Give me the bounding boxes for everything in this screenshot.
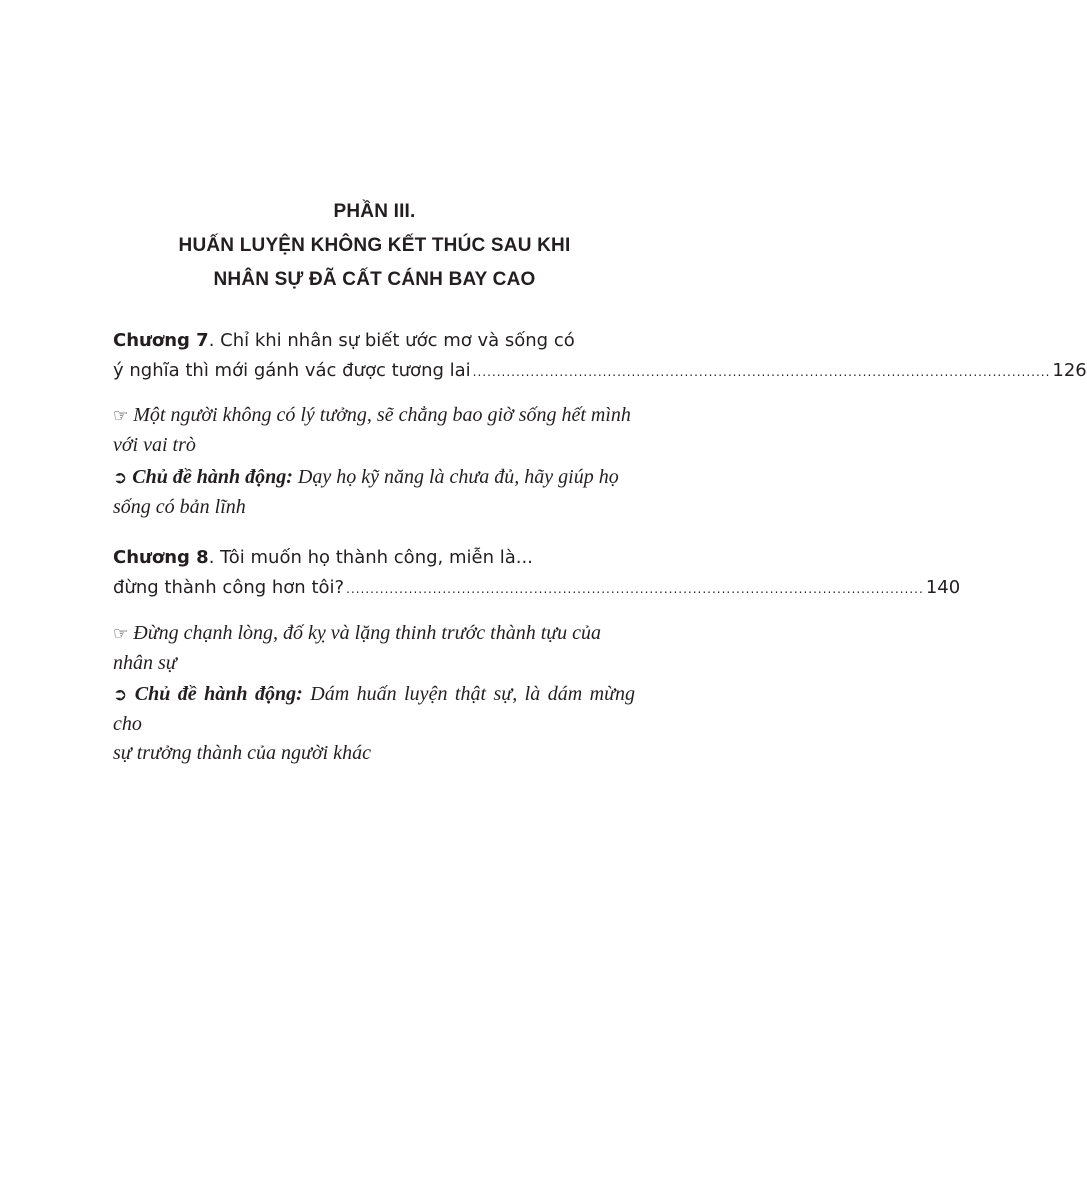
action-text-line-1: Dạy họ kỹ năng là chưa đủ, hãy giúp họ <box>297 466 619 488</box>
chapter-title-line-2 <box>113 356 1087 387</box>
chapter-8-action-topic <box>113 680 635 768</box>
chapter-7-action-topic <box>113 463 635 522</box>
toc-chapter-7 <box>113 326 1087 387</box>
part-number: PHẦN III. <box>333 201 416 222</box>
action-text-line-2: sống có bản lĩnh <box>113 496 246 518</box>
action-text-line-2: sự trưởng thành của người khác <box>113 742 371 764</box>
leader-dots: ........................................................................................................................ <box>472 365 1051 379</box>
quote-text-line-2: với vai trò <box>113 434 196 456</box>
chapter-8-quote <box>113 619 635 678</box>
arrow-right-icon: ➲ <box>113 468 128 488</box>
quote-text-line-1: Đừng chạnh lòng, đố kỵ và lặng thinh trước thành tựu của <box>133 622 602 644</box>
chapter-title-line-2 <box>113 573 961 604</box>
part-heading <box>0 195 749 297</box>
chapter-7-quote <box>113 401 635 460</box>
chapter-title-continued: đừng thành công hơn tôi? <box>113 577 345 598</box>
chapter-title: . Chỉ khi nhân sự biết ước mơ và sống có <box>208 330 575 351</box>
part-title-line-1: HUẤN LUYỆN KHÔNG KẾT THÚC SAU KHI <box>178 235 571 256</box>
chapter-label: Chương 7 <box>113 330 209 351</box>
arrow-right-icon: ➲ <box>113 685 128 705</box>
leader-dots: ........................................................................................................................ <box>346 582 924 596</box>
page-number: 126 <box>1052 360 1087 381</box>
quote-text-line-1: Một người không có lý tưởng, sẽ chẳng bao giờ sống hết mình <box>133 404 631 426</box>
action-text-line-1: Dám huấn luyện thật sự, là dám mừng cho <box>113 683 635 735</box>
pointing-hand-icon: ☞ <box>113 406 129 426</box>
quote-text-line-2: nhân sự <box>113 652 177 674</box>
chapter-title-line-1 <box>113 326 635 356</box>
chapter-title-continued: ý nghĩa thì mới gánh vác được tương lai <box>113 360 471 381</box>
chapter-title: . Tôi muốn họ thành công, miễn là... <box>208 547 533 568</box>
part-title-line-2: NHÂN SỰ ĐÃ CẤT CÁNH BAY CAO <box>213 269 536 290</box>
page-number: 140 <box>925 577 961 598</box>
action-label: Chủ đề hành động: <box>132 466 293 488</box>
toc-chapter-8 <box>113 543 961 604</box>
pointing-hand-icon: ☞ <box>113 624 129 644</box>
action-label: Chủ đề hành động: <box>134 683 303 705</box>
chapter-title-line-1 <box>113 543 635 573</box>
chapter-label: Chương 8 <box>113 547 209 568</box>
